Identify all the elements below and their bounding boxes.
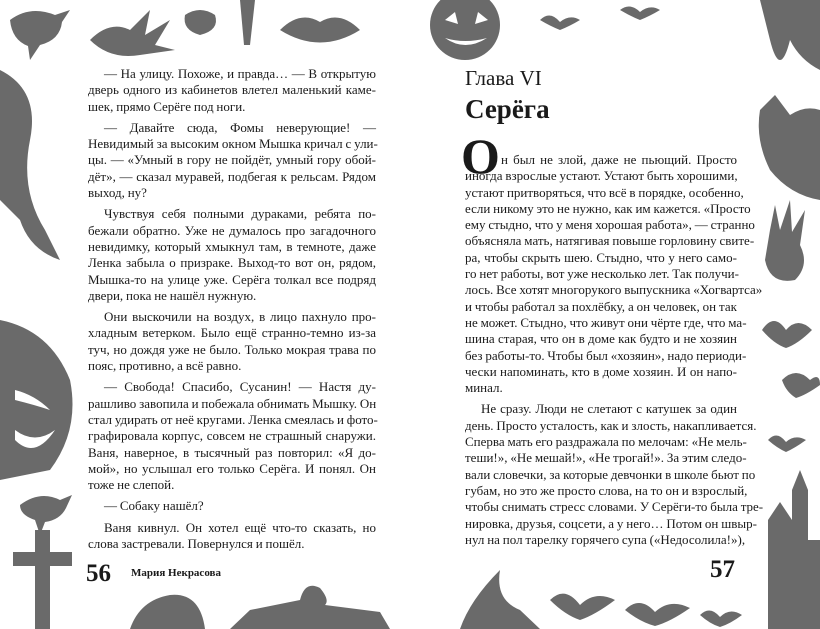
text-line: Они выскочили на воздух, в лицо пахнуло про- xyxy=(104,309,376,325)
bat-icon xyxy=(768,435,806,452)
paragraph xyxy=(88,498,376,514)
text-line: если никому это не нужно, как им кажется. «Просто xyxy=(465,200,751,216)
running-head-author: Мария Некрасова xyxy=(131,567,221,579)
drop-cap: О xyxy=(461,128,500,184)
text-line: нировка, друзья, соцсети, а у него… Потом он швыр- xyxy=(465,515,757,531)
paragraph xyxy=(88,520,376,553)
text-line: Ленка забыла о призраке. Выход-то вот он, рядом, xyxy=(88,255,376,271)
pumpkin-icon xyxy=(430,0,500,60)
bat-icon xyxy=(540,15,580,30)
text-line: Ваня, наверное, в тысячный раз повторил: «Я до- xyxy=(88,444,376,460)
bat-icon xyxy=(625,603,690,626)
hand-icon xyxy=(90,10,175,56)
text-line: иногда взрослые устают. Устают быть хорошими, xyxy=(465,168,738,184)
paragraph xyxy=(88,379,376,493)
spider-icon xyxy=(185,10,216,35)
text-line: Не сразу. Люди не слетают с катушек за один xyxy=(481,401,737,417)
text-line: двери, пока не нашёл нужную. xyxy=(88,287,257,303)
church-icon xyxy=(768,470,820,629)
text-line: выход, ну? xyxy=(88,185,147,201)
paragraph xyxy=(465,152,763,396)
text-line: невидимку, который хмыкнул там, в темноте, даже xyxy=(88,238,376,254)
lips-icon xyxy=(280,18,360,43)
text-line: нул на пол тарелку горячего супа («Недосолила!»), xyxy=(465,531,746,547)
crow-icon xyxy=(20,495,72,535)
bat-icon xyxy=(782,373,820,398)
bat-icon xyxy=(550,594,615,620)
text-line: — Свобода! Спасибо, Сусанин! — Настя ду- xyxy=(104,379,376,395)
text-line: Ваня кивнул. Он хотел ещё что-то сказать, но xyxy=(104,519,376,535)
text-line: н был не злой, даже не пьющий. Просто xyxy=(501,152,737,167)
text-line: Невидимый за высоким окном Мышка кричал с ули- xyxy=(88,136,378,152)
text-line: шек, прямо Серёге под ноги. xyxy=(88,98,246,114)
text-line: хладным ветерком. Было ещё странно-темно из-за xyxy=(88,325,376,341)
tree-branch-icon xyxy=(0,70,60,260)
chapter-title: Серёга xyxy=(465,94,550,124)
scarecrow-icon xyxy=(230,586,390,629)
text-line: дверь одного из кабинетов влетел маленький каме- xyxy=(88,82,376,98)
text-line: Чувствуя себя полными дураками, ребята по- xyxy=(104,206,376,222)
text-line: день. Просто усталость, как и злость, накапливается. xyxy=(465,417,757,433)
left-page-body xyxy=(88,66,376,557)
paragraph xyxy=(88,206,376,304)
text-line: го нет работы, вот уже несколько лет. Так получи- xyxy=(465,266,739,282)
figure-silhouette-icon xyxy=(130,595,205,629)
text-line: рашливо завопила и побежала обнимать Мышку. Он xyxy=(88,395,377,411)
chapter-label: Глава VI xyxy=(465,66,542,90)
text-line: пояс, противно, а всё равно. xyxy=(88,358,242,374)
text-line: стал удирать от неё кругами. Ленка смеялась и фото- xyxy=(88,411,378,427)
page-number-left: 56 xyxy=(86,560,111,587)
text-line: слова застревали. Повернулся и пошёл. xyxy=(88,536,305,552)
text-line: дёт», — сказал муравей, подбегая к рельсам. Рядом xyxy=(88,168,376,184)
bat-icon xyxy=(700,610,742,627)
paragraph xyxy=(88,309,376,374)
right-page-body xyxy=(461,128,764,553)
text-line: туч, но дождя уже не было. Только мокрая трава по xyxy=(88,341,376,357)
text-line: не может. Стыдно, что живут они чёрте где, что ма- xyxy=(465,314,747,330)
text-line: Мышка-то на улице уже. Серёга толкал все подряд xyxy=(88,271,376,287)
cat-icon xyxy=(759,95,820,200)
text-line: — Собаку нашёл? xyxy=(104,498,204,514)
text-line: вали словечки, за которые девчонки в школе бьют по xyxy=(465,466,756,482)
blood-drip-icon xyxy=(240,0,255,45)
text-line: чески напоминать, кто в доме хозяин. И он напо- xyxy=(465,363,737,379)
text-line: — Давайте сюда, Фомы неверующие! — xyxy=(104,119,376,135)
drip-icon xyxy=(760,0,820,70)
grave-cross-icon xyxy=(13,530,72,629)
text-line: тоже не слепой. xyxy=(88,477,175,493)
text-line: чтобы снимать стресс словами. У Серёги-то была тре- xyxy=(465,499,764,515)
text-line: теши!», «Не мешай!», «Не трогай!». За этим следо- xyxy=(465,450,747,466)
text-line: ра, чтобы скрыть шею. Стыдно, что у него само- xyxy=(465,249,737,265)
page-number-right: 57 xyxy=(710,556,735,583)
bat-icon xyxy=(460,570,540,629)
text-line: устают притворяться, что всё в порядке, особенно, xyxy=(465,184,744,200)
text-line: лось. Все хотят многорукого выпускника «Хогвартса» xyxy=(465,282,763,298)
handprint-icon xyxy=(765,200,805,281)
paragraph xyxy=(88,66,376,115)
text-line: объясняла мать, натягивая повыше горловину свите- xyxy=(465,233,755,249)
text-line: Сперва мать его раздражала по мелочам: «Не мель- xyxy=(465,434,747,450)
text-line: графировала корпус, совсем не страшный снаружи. xyxy=(88,428,376,444)
text-line: мой», но услышал его только Серёга. И понял. Он xyxy=(88,460,376,476)
text-line: и чтобы работал за похлёбку, а он человек, он так xyxy=(465,298,737,314)
paragraph xyxy=(88,120,376,201)
bat-icon xyxy=(762,321,812,348)
text-line: ему стыдно, что у меня хорошая работа», — странно xyxy=(465,217,755,233)
paragraph xyxy=(465,401,764,548)
text-line: без работы-то. Чтобы был «хозяин», надо периоди- xyxy=(465,347,747,363)
text-line: губам, но это же просто слова, на то он и взрослый, xyxy=(465,482,748,498)
text-line: цы. — «Умный в гору не пойдёт, умный гору обой- xyxy=(88,152,376,168)
bat-icon xyxy=(620,6,660,20)
crow-icon xyxy=(10,10,70,60)
text-line: минал. xyxy=(465,380,503,396)
text-line: бежали обратно. Уже не думалось про загадочного xyxy=(88,222,376,238)
text-line: шина старая, что он в доме как будто и не хозяин xyxy=(465,331,737,347)
text-line: — На улицу. Похоже, и правда… — В открытую xyxy=(104,66,376,81)
